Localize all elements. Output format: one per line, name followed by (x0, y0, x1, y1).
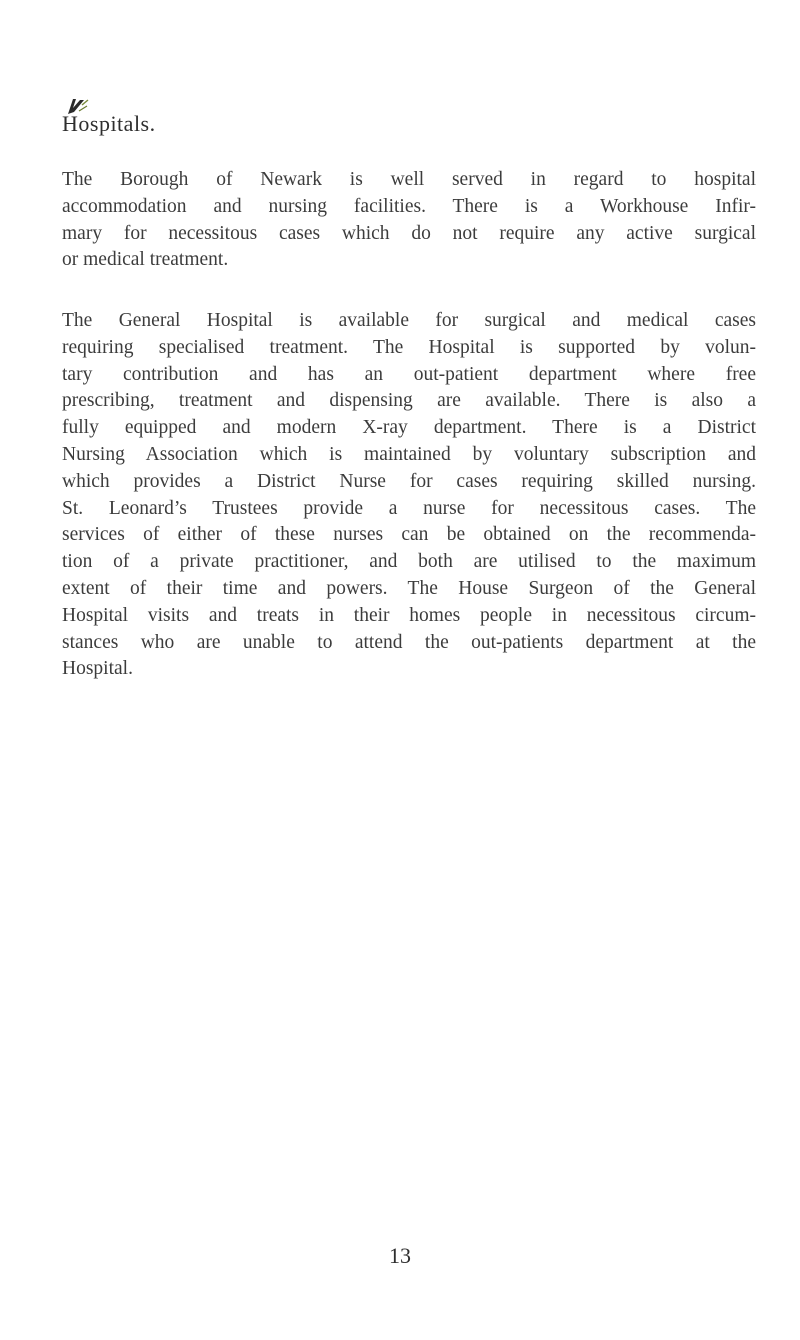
text-line: requiring specialised treatment. The Hospital is supported by volun- (62, 336, 756, 358)
text-line: tion of a private practitioner, and both are utilised to the maximum (62, 551, 756, 573)
text-line: prescribing, treatment and dispensing are available. There is also a (62, 390, 756, 412)
text-line: which provides a District Nurse for cases requiring skilled nursing. (62, 470, 756, 492)
text-line: services of either of these nurses can be obtained on the recommenda- (62, 524, 756, 546)
text-line: mary for necessitous cases which do not require any active surgical (62, 222, 756, 244)
section-heading: Hospitals. (62, 111, 156, 136)
text-line: The Borough of Newark is well served in regard to hospital (62, 169, 756, 190)
page-number: 13 (389, 1243, 411, 1268)
paragraph-accommodation (62, 167, 756, 274)
paragraph-general-hospital (62, 308, 756, 683)
text-line: St. Leonard’s Trustees provide a nurse for necessitous cases. The (62, 497, 756, 519)
text-line: or medical treatment. (62, 249, 229, 271)
text-line: fully equipped and modern X-ray department. There is a District (62, 417, 756, 439)
text-line: tary contribution and has an out-patient department where free (62, 363, 756, 385)
text-line: accommodation and nursing facilities. There is a Workhouse Infir- (62, 195, 756, 217)
text-line: Hospital visits and treats in their homes people in necessitous circum- (62, 604, 756, 626)
text-line: Nursing Association which is maintained by voluntary subscription and (62, 443, 756, 465)
text-line: Hospital. (62, 658, 133, 680)
text-line: extent of their time and powers. The House Surgeon of the General (62, 577, 756, 599)
text-line: The General Hospital is available for surgical and medical cases (62, 310, 756, 331)
text-line: stances who are unable to attend the out-patients department at the (62, 631, 756, 653)
